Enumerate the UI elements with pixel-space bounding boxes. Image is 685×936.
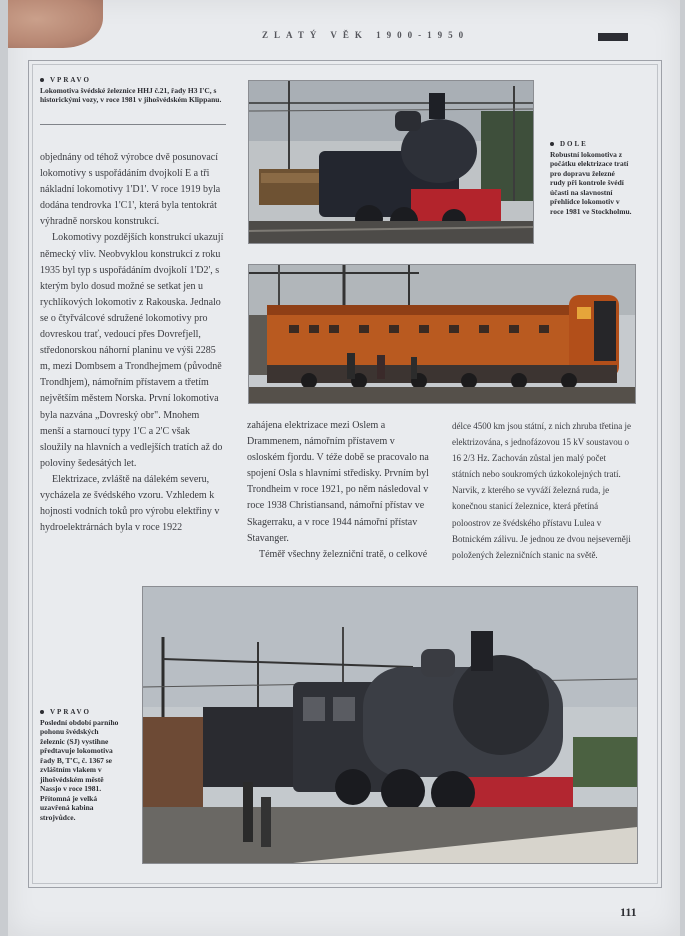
caption-text: Lokomotiva švédské železnice HHJ č.21, řady H3 I'C, s historickými vozy, v roce 1981 v jihošvédském Klippanu. — [40, 85, 222, 104]
photo-steam-locomotive-nassjo — [142, 586, 638, 864]
caption-top-left — [40, 76, 222, 105]
caption-bottom-left — [40, 708, 122, 822]
caption-label: VPRAVO — [50, 708, 91, 716]
paragraph: délce 4500 km jsou státní, z nich zhruba třetina je elektrizována, s jednofázovou 15 kV soustavou o 16 2/3 Hz. Zachován zůstal jen malý počet státních nebo soukromých úzkokolejných tratí. Narvik, z kterého se vyváží železná ruda, je konečnou stanicí železnice, která přetíná poloostrov ze švédského přístavu Lulea v Botnickém zálivu. Je jednou ze dvou nejseverněji položených železničních stanic na světě. — [452, 421, 631, 560]
photo-electric-locomotive-stockholm — [248, 264, 636, 404]
text-column-1 — [40, 150, 224, 536]
bullet-dot-icon — [550, 142, 554, 146]
paragraph: Téměř všechny železniční tratě, o celkové — [259, 548, 428, 560]
paragraph: Elektrizace, zvláště na dálekém severu, vycházela ze švédského vzoru. Vzhledem k hojnosti vodních toků pro výrobu elektřiny v hydroelektrárnách byla v roce 1922 — [40, 473, 220, 534]
text-column-2 — [247, 418, 431, 563]
photo-2-art — [249, 265, 635, 403]
text-column-3 — [452, 418, 636, 563]
caption-label: DOLE — [560, 140, 588, 148]
running-header: ZLATÝ VĚK 1900-1950 — [262, 30, 470, 40]
photo-1-art — [249, 81, 533, 243]
photo-steam-locomotive-klippan — [248, 80, 534, 244]
finger-thumb — [8, 0, 103, 48]
caption-rule — [40, 124, 226, 125]
paragraph: zahájena elektrizace mezi Oslem a Drammenem, námořním přístavem v osloském fjordu. V téže době se pracovalo na spojení Osla s hlavními středisky. Prvním byl Trondheim v roce 1921, po něm následoval v roce 1938 Christiansand, námořní přístav ve Skagerraku, a v roce 1944 námořní přístav Stavanger. — [247, 420, 429, 544]
page-number: 111 — [620, 905, 637, 919]
caption-top-right — [550, 140, 632, 216]
publisher-logo — [598, 33, 628, 41]
caption-text: Poslední období parního pohonu švédských železnic (SJ) vystihne předtavuje lokomotiva řady B, T'C, č. 1367 se zvláštním vlakem v jihošvédském městě Nassjo v roce 1981. Přítomná je velká uzavřená kabina strojvůdce. — [40, 717, 119, 822]
bullet-dot-icon — [40, 710, 44, 714]
paragraph: objednány od téhož výrobce dvě posunovací lokomotivy s uspořádáním dvojkolí E a tři nákladní lokomotivy 1'D1'. V roce 1919 byla dodána tendrovka 1'C1', která byla tentokrát výhradně norskou konstrukcí. — [40, 152, 221, 228]
caption-text: Robustní lokomotiva z počátku elektrizace tratí pro dopravu železné rudy při kontrole švédí účasti na slavnostní přehlídce lokomotiv v roce 1981 ve Stockholmu. — [550, 149, 632, 216]
caption-label: VPRAVO — [50, 76, 91, 84]
bullet-dot-icon — [40, 78, 44, 82]
photo-3-art — [143, 587, 637, 863]
paragraph: Lokomotivy pozdějších konstrukcí ukazují německý vliv. Neobvyklou konstrukcí z roku 1935 byl typ s uspořádáním dvojkolí 1'D2', s kterým bylo dosud možné se setkat jen u rychlíkových lokomotiv z Rakouska. Jednalo se o čtyřválcové sdružené lokomotivy pro dovreskou trať, vedoucí přes Dovrefjell, středonorskou náhorní planinu ve výši 2285 m, mezi Dombsem a Trondhejmem (původně Trondhjem), námořním přístavem a třetím největším městem Norska. První lokomotiva byla nazvána „Dovreský obr". Mnohem menší a starnoucí typy 1'C a 2'C však sloužily na hlavních a vedlejších tratích až do poloviny šedesátých let. — [40, 232, 224, 469]
